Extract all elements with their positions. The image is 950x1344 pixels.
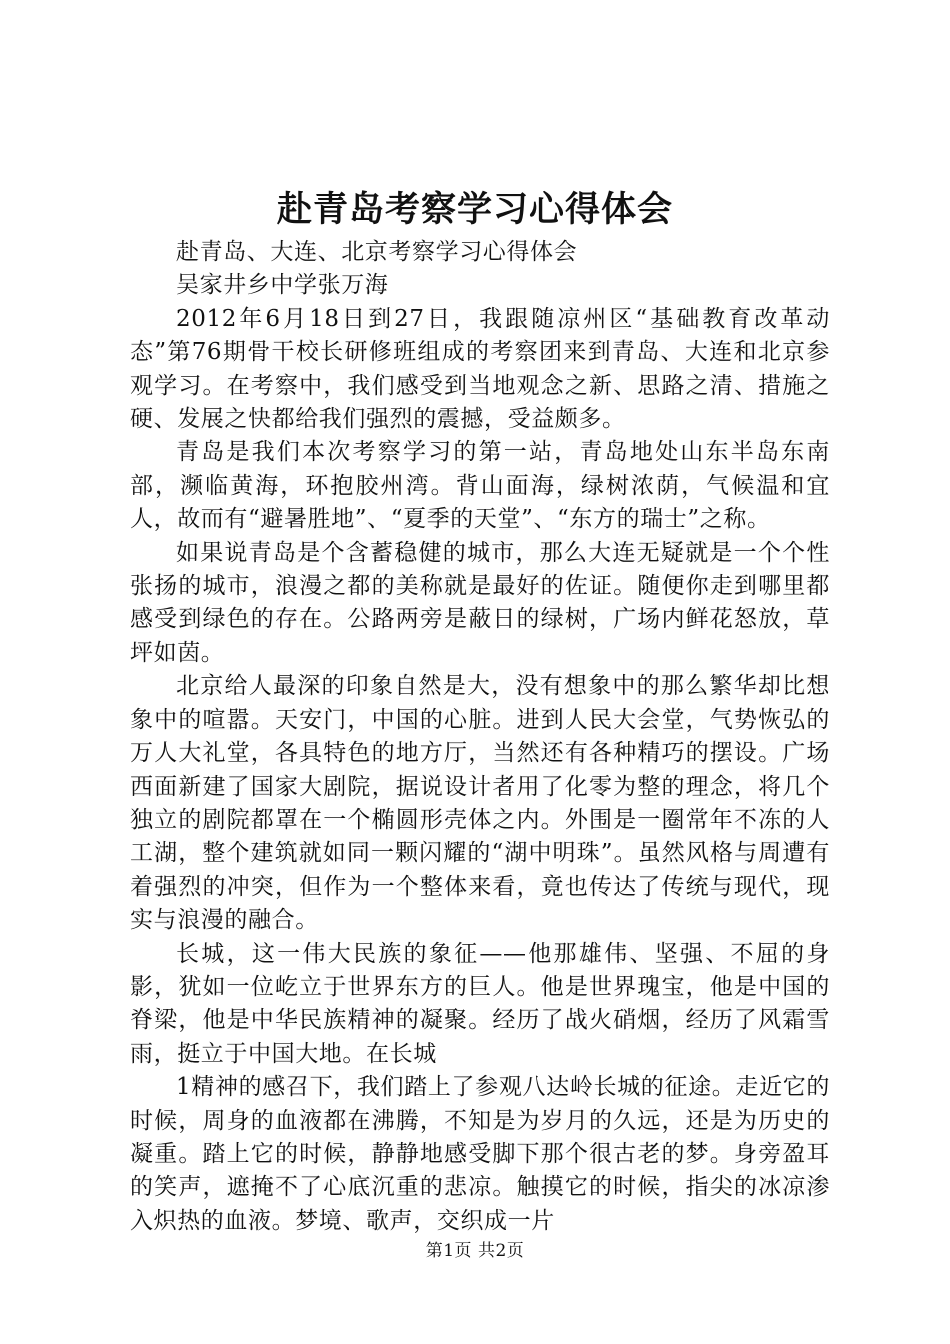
- paragraph: 长城，这一伟大民族的象征——他那雄伟、坚强、不屈的身影，犹如一位屹立于世界东方的巨人。他是世界瑰宝，他是中国的脊梁，他是中华民族精神的凝聚。经历了战火硝烟，经历了风霜雪雨，挺立于中国大地。在长城: [130, 940, 830, 1067]
- paragraph: 2012年6月18日到27日，我跟随凉州区“基础教育改革动态”第76期骨干校长研修班组成的考察团来到青岛、大连和北京参观学习。在考察中，我们感受到当地观念之新、思路之清、措施之硬、发展之快都给我们强烈的震撼，受益颇多。: [130, 305, 830, 433]
- subtitle-line: 赴青岛、大连、北京考察学习心得体会: [176, 239, 578, 265]
- paragraph: 如果说青岛是个含蓄稳健的城市，那么大连无疑就是一个个性张扬的城市，浪漫之都的美称就是最好的佐证。随便你走到哪里都感受到绿色的存在。公路两旁是蔽日的绿树，广场内鲜花怒放，草坪如茵。: [130, 539, 830, 666]
- page-title: 赴青岛考察学习心得体会: [276, 189, 673, 230]
- paragraph: 青岛是我们本次考察学习的第一站，青岛地处山东半岛东南部，濒临黄海，环抱胶州湾。背山面海，绿树浓荫，气候温和宜人，故而有“避暑胜地”、“夏季的天堂”、“东方的瑞士”之称。: [130, 439, 830, 533]
- document-body: [130, 236, 830, 1238]
- author-line: 吴家井乡中学张万海: [176, 272, 389, 299]
- page-footer: 第1页 共2页: [425, 1241, 525, 1261]
- paragraph: 1精神的感召下，我们踏上了参观八达岭长城的征途。走近它的时候，周身的血液都在沸腾，不知是为岁月的久远，还是为历史的凝重。踏上它的时候，静静地感受脚下那个很古老的梦。身旁盈耳的笑声，遮掩不了心底沉重的悲凉。触摸它的时候，指尖的冰凉渗入炽热的血液。梦境、歌声，交织成一片: [130, 1074, 830, 1234]
- paragraph: 北京给人最深的印象自然是大，没有想象中的那么繁华却比想象中的喧嚣。天安门，中国的心脏。进到人民大会堂，气势恢弘的万人大礼堂，各具特色的地方厅，当然还有各种精巧的摆设。广场西面新建了国家大剧院，据说设计者用了化零为整的理念，将几个独立的剧院都罩在一个椭圆形壳体之内。外围是一圈常年不冻的人工湖，整个建筑就如同一颗闪耀的“湖中明珠”。虽然风格与周遭有着强烈的冲突，但作为一个整体来看，竟也传达了传统与现代，现实与浪漫的融合。: [130, 673, 830, 934]
